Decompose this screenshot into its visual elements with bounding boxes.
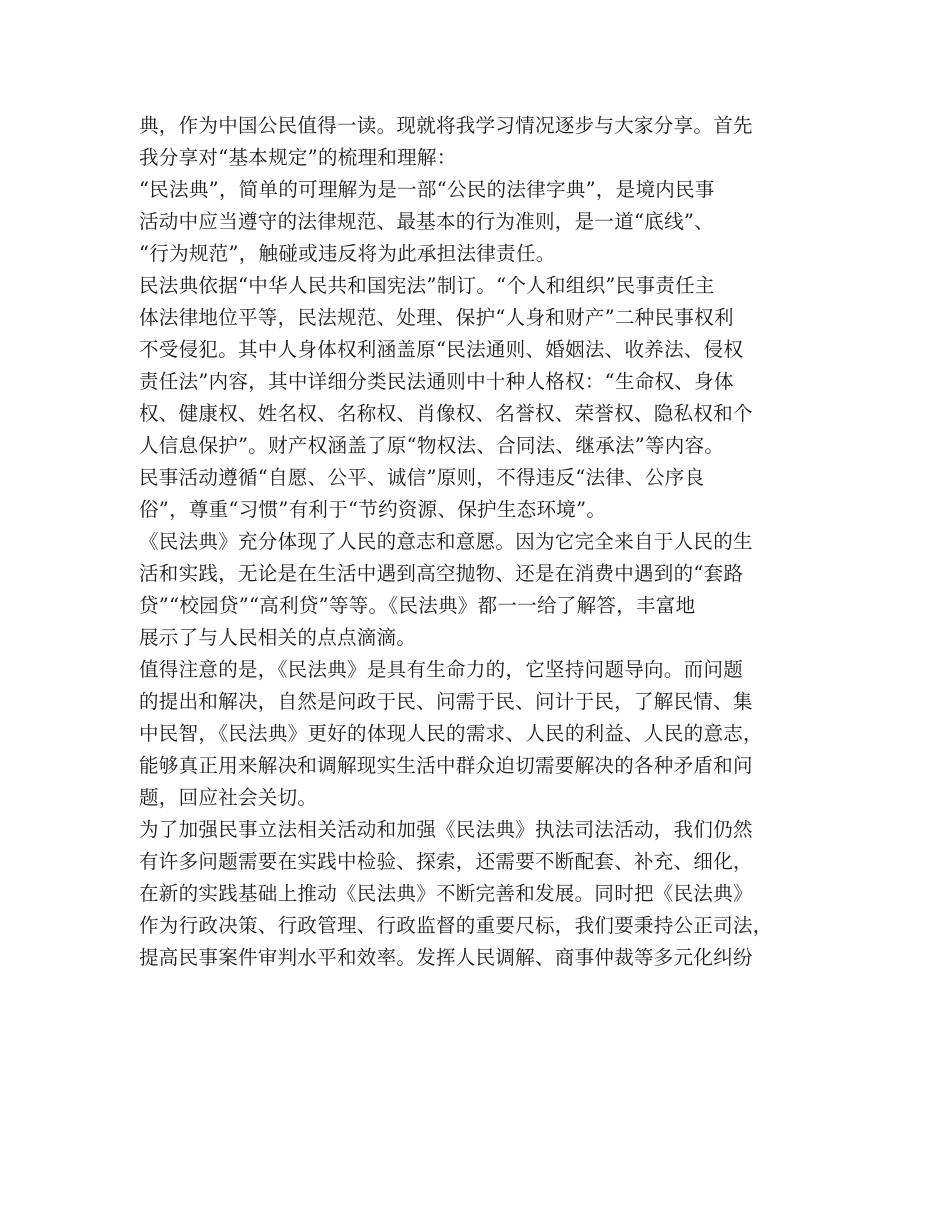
paragraph-vitality [139, 654, 829, 814]
text-line: 权、健康权、姓名权、名称权、肖像权、名誉权、荣誉权、隐私权和个 [139, 402, 753, 425]
text-line: “民法典”，简单的可理解为是一部“公民的法律字典”，是境内民事 [139, 178, 715, 201]
paragraph-basis [139, 270, 829, 462]
text-line: 题，回应社会关切。 [139, 786, 318, 809]
text-line: 责任法”内容，其中详细分类民法通则中十种人格权：“生命权、身体 [139, 370, 734, 393]
text-line: 我分享对“基本规定”的梳理和理解： [139, 146, 457, 169]
text-line: 典，作为中国公民值得一读。现就将我学习情况逐步与大家分享。首先 [139, 114, 753, 137]
text-line: 体法律地位平等，民法规范、处理、保护“人身和财产”二种民事权利 [139, 306, 734, 329]
text-line: 活动中应当遵守的法律规范、最基本的行为准则，是一道“底线”、 [139, 210, 714, 233]
text-line: 人信息保护”。财产权涵盖了原“物权法、合同法、继承法”等内容。 [139, 434, 725, 457]
text-line: 提高民事案件审判水平和效率。发挥人民调解、商事仲裁等多元化纠纷 [139, 946, 753, 969]
text-line: 为了加强民事立法相关活动和加强《民法典》执法司法活动，我们仍然 [139, 818, 753, 841]
paragraph-intro [139, 110, 829, 174]
paragraph-definition [139, 174, 829, 270]
text-line: 中民智，《民法典》更好的体现人民的需求、人民的利益、人民的意志， [139, 722, 763, 745]
text-line: 《民法典》充分体现了人民的意志和意愿。因为它完全来自于人民的生 [139, 530, 753, 553]
text-line: 展示了与人民相关的点点滴滴。 [139, 626, 417, 649]
text-line: 值得注意的是，《民法典》是具有生命力的，它坚持问题导向。而问题 [139, 658, 744, 681]
text-line: 民法典依据“中华人民共和国宪法”制订。“个人和组织”民事责任主 [139, 274, 715, 297]
document-body [139, 110, 829, 974]
paragraph-people-will [139, 526, 829, 654]
text-line: 不受侵犯。其中人身体权利涵盖原“民法通则、婚姻法、收养法、侵权 [139, 338, 744, 361]
text-line: 有许多问题需要在实践中检验、探索，还需要不断配套、补充、细化， [139, 850, 753, 873]
text-line: 的提出和解决，自然是问政于民、问需于民、问计于民，了解民情、集 [139, 690, 753, 713]
text-line: 能够真正用来解决和调解现实生活中群众迫切需要解决的各种矛盾和问 [139, 754, 753, 777]
text-line: 民事活动遵循“自愿、公平、诚信”原则，不得违反“法律、公序良 [139, 466, 705, 489]
text-line: 贷”“校园贷”“高利贷”等等。《民法典》都一一给了解答，丰富地 [139, 594, 696, 617]
paragraph-principles [139, 462, 829, 526]
text-line: 作为行政决策、行政管理、行政监督的重要尺标，我们要秉持公正司法， [139, 914, 773, 937]
paragraph-implementation [139, 814, 829, 974]
text-line: 在新的实践基础上推动《民法典》不断完善和发展。同时把《民法典》 [139, 882, 753, 905]
text-line: 活和实践，无论是在生活中遇到高空抛物、还是在消费中遇到的“套路 [139, 562, 744, 585]
text-line: “行为规范”，触碰或违反将为此承担法律责任。 [139, 242, 556, 265]
text-line: 俗”，尊重“习惯”有利于“节约资源、保护生态环境”。 [139, 498, 607, 521]
